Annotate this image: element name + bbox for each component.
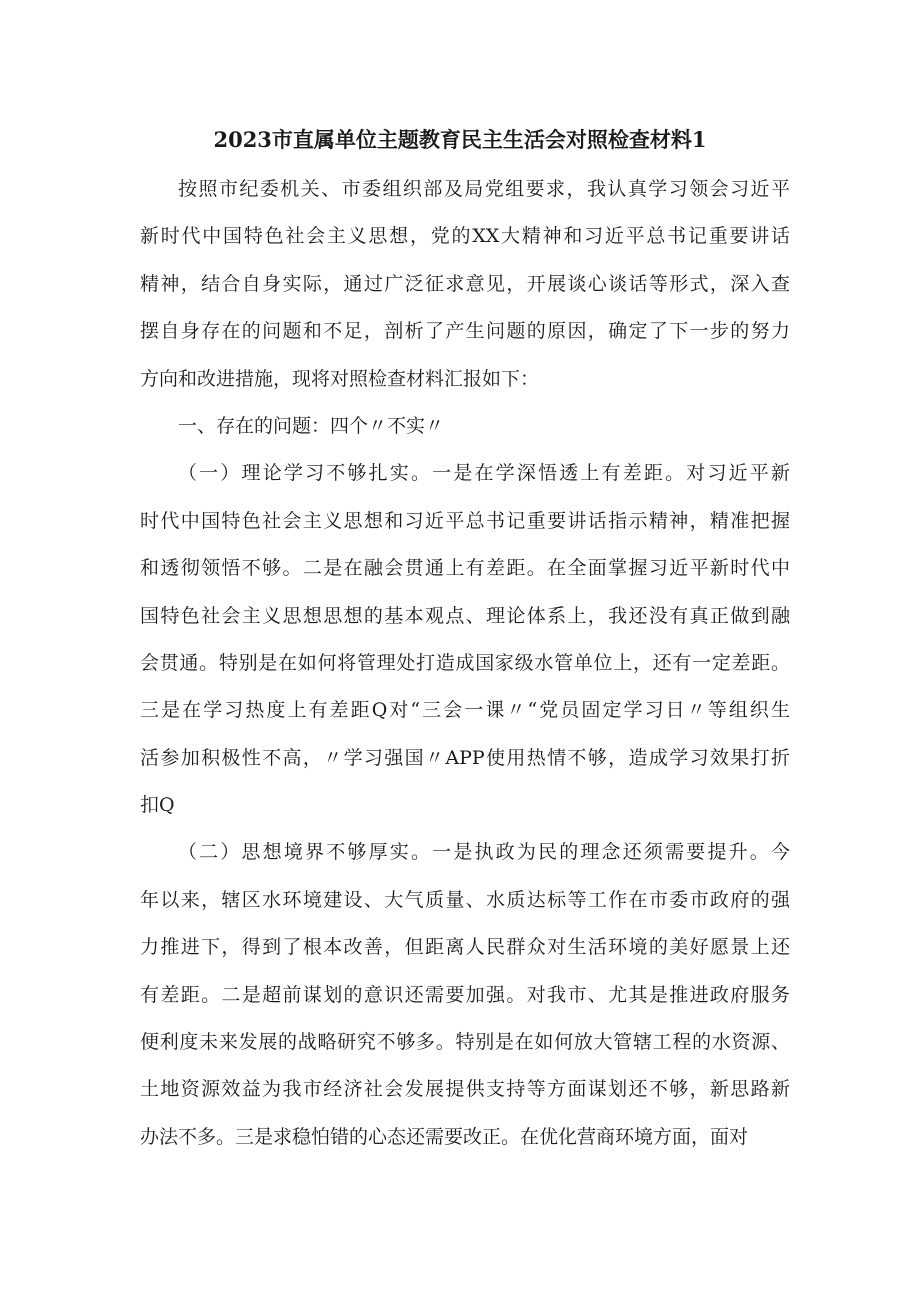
paragraph-line: 三是在学习热度上有差距Q对“三会一课〃“党员固定学习日〃等组织生: [140, 699, 790, 722]
paragraph-line: 便利度未来发展的战略研究不够多。特别是在如何放大管辖工程的水资源、: [140, 1031, 790, 1054]
paragraph-line: （一）理论学习不够扎实。一是在学深悟透上有差距。对习近平新: [178, 462, 790, 485]
paragraph: [140, 829, 790, 1161]
paragraph-line: 土地资源效益为我市经济社会发展提供支持等方面谋划还不够，新思路新: [140, 1078, 790, 1101]
paragraph-line: 会贯通。特别是在如何将管理处打造成国家级水管单位上，还有一定差距。: [140, 651, 790, 674]
paragraph-line: 和透彻领悟不够。二是在融会贯通上有差距。在全面掌握习近平新时代中: [140, 557, 790, 580]
paragraph-line: 时代中国特色社会主义思想和习近平总书记重要讲话指示精神，精准把握: [140, 509, 790, 532]
paragraph-line: 力推进下，得到了根本改善，但距离人民群众对生活环境的美好愿景上还: [140, 936, 790, 959]
paragraph-line: 一、存在的问题：四个〃不实〃: [178, 414, 445, 437]
paragraph-line: 精神，结合自身实际，通过广泛征求意见，开展谈心谈话等形式，深入查: [140, 272, 790, 295]
paragraph-line: 摆自身存在的问题和不足，剖析了产生问题的原因，确定了下一步的努力: [140, 320, 790, 343]
paragraph-line: 方向和改进措施，现将对照检查材料汇报如下：: [140, 367, 540, 390]
document-title: 2023市直属单位主题教育民主生活会对照检查材料1: [213, 127, 707, 152]
paragraph-line: 新时代中国特色社会主义思想，党的XX大精神和习近平总书记重要讲话: [140, 225, 790, 248]
paragraph-line: 年以来，辖区水环境建设、大气质量、水质达标等工作在市委市政府的强: [140, 888, 790, 911]
paragraph-line: （二）思想境界不够厚实。一是执政为民的理念还须需要提升。今: [178, 841, 790, 864]
paragraph: [140, 166, 790, 403]
paragraph-line: 活参加积极性不高，〃学习强国〃APP使用热情不够，造成学习效果打折: [140, 746, 790, 769]
document-body: [140, 166, 790, 1161]
paragraph-line: 按照市纪委机关、市委组织部及局党组要求，我认真学习领会习近平: [178, 178, 790, 200]
paragraph: [140, 450, 790, 829]
paragraph-line: 办法不多。三是求稳怕错的心态还需要改正。在优化营商环境方面，面对: [140, 1125, 749, 1148]
paragraph-line: 扣Q: [140, 794, 175, 817]
paragraph: [140, 403, 790, 450]
paragraph-line: 有差距。二是超前谋划的意识还需要加强。对我市、尤其是推进政府服务: [140, 983, 790, 1006]
paragraph-line: 国特色社会主义思想思想的基本观点、理论体系上，我还没有真正做到融: [140, 604, 790, 627]
